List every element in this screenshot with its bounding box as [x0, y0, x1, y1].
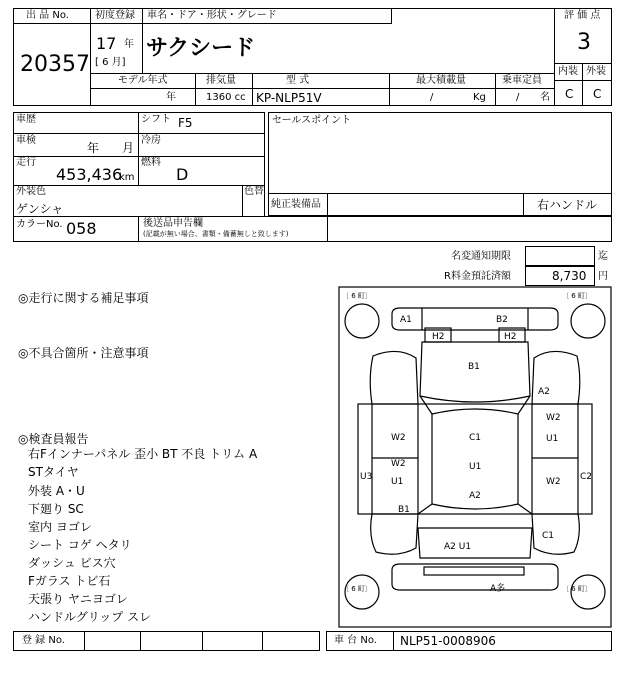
inspector-line: 外装 A・U: [28, 484, 85, 498]
car-name: サクシード: [146, 36, 256, 61]
damage-label: A2 U1: [444, 542, 472, 552]
score: 3: [577, 30, 591, 55]
damage-label: A1: [400, 315, 412, 325]
car-damage-diagram: [338, 286, 612, 628]
inspector-line: 室内 ヨゴレ: [28, 520, 92, 534]
tire-front-right: [571, 304, 605, 338]
inspector-line: シート コゲ ヘタリ: [28, 538, 132, 552]
chassis-number: NLP51-0008906: [400, 634, 496, 648]
recycle-amount: 8,730: [552, 269, 587, 283]
tire-label-front-right: 〔 6 町〕: [562, 292, 592, 300]
inspector-line: Fガラス トビ石: [28, 574, 111, 588]
damage-label: B1: [398, 505, 410, 515]
damage-label: H2: [504, 332, 517, 342]
damage-label: U1: [546, 434, 559, 444]
registration-number-label: 登 録 No.: [22, 635, 65, 646]
max-load-unit: Kg: [473, 92, 486, 103]
lot-number: 20357: [20, 52, 90, 77]
max-load: /: [430, 92, 434, 103]
model-year-label: モデル年式: [118, 75, 168, 86]
capacity-label: 乗車定員: [502, 75, 542, 86]
lot-number-label: 出 品 No.: [26, 10, 69, 21]
tire-label-front-left: 〔 6 町〕: [342, 292, 372, 300]
damage-label: W2: [391, 459, 406, 469]
capacity: /: [516, 92, 520, 103]
interior-grade: C: [565, 87, 574, 101]
defects-label: ◎不具合箇所・注意事項: [18, 346, 149, 360]
name-change-label: 名変通知期限: [451, 251, 511, 262]
tire-label-rear-left: 〔 6 町〕: [342, 585, 372, 593]
name-change-unit: 迄: [598, 251, 608, 262]
fuel: D: [176, 165, 189, 184]
genuine-equipment-label: 純正装備品: [271, 199, 321, 210]
damage-label: A2: [469, 491, 481, 501]
registration-number-divider: [202, 631, 203, 651]
first-registration-label: 初度登録: [95, 10, 135, 21]
color-no-label: カラーNo.: [16, 219, 63, 230]
mileage-label: 走行: [16, 157, 36, 168]
damage-label: C2: [580, 472, 593, 482]
tire-front-left: [345, 304, 379, 338]
first-registration-year: 17: [96, 34, 117, 53]
driving-notes-label: ◎走行に関する補足事項: [18, 291, 149, 305]
model-code: KP-NLP51V: [256, 91, 322, 105]
ac-label: 冷房: [141, 135, 161, 146]
interior-grade-label: 内装: [558, 66, 578, 77]
damage-label: C1: [542, 531, 555, 541]
spec-divider: [252, 73, 253, 106]
spec-divider: [389, 73, 390, 106]
type-label: 型 式: [286, 75, 310, 86]
car-name-label: 車名・ドア・形状・グレード: [147, 10, 277, 21]
color-no: 058: [66, 219, 97, 238]
tire-label-rear-right: 〔 6 町〕: [562, 585, 592, 593]
damage-label: U1: [469, 462, 482, 472]
registration-number-divider: [262, 631, 263, 651]
mileage: 453,436: [56, 165, 123, 184]
delivery-label: 後送品申告欄: [143, 218, 203, 229]
fuel-label: 燃料: [141, 157, 161, 168]
inspector-line: STタイヤ: [28, 465, 79, 479]
mileage-unit: km: [119, 172, 135, 183]
inspection-month: 月: [122, 141, 135, 155]
year-unit: 年: [124, 39, 134, 50]
exterior-grade: C: [593, 87, 602, 101]
name-change-field: [525, 246, 595, 266]
model-year-unit: 年: [166, 92, 176, 103]
capacity-unit: 名: [540, 92, 550, 103]
delivery-note: (記載が無い場合、書類・備蓄無しと致します): [143, 230, 289, 238]
damage-label: C1: [469, 433, 482, 443]
damage-label: B1: [468, 362, 480, 372]
score-label: 評 価 点: [564, 10, 601, 21]
inspection-year: 年: [87, 141, 100, 155]
damage-label: H2: [432, 332, 445, 342]
inspector-line: ダッシュ ビス穴: [28, 556, 116, 570]
inspector-line: 天張り ヤニヨゴレ: [28, 592, 128, 606]
shift-label: シフト: [141, 114, 171, 125]
exterior-grade-label: 外装: [586, 66, 606, 77]
inspector-line: 下廻り SC: [28, 502, 84, 516]
spec-divider: [495, 73, 496, 106]
spec-divider: [195, 73, 196, 106]
inspection-label: 車検: [16, 135, 36, 146]
registration-number-divider: [140, 631, 141, 651]
repaint-label: 色替: [244, 186, 264, 197]
recycle-label: R料金預託済額: [444, 271, 511, 282]
exterior-color-label: 外装色: [16, 186, 46, 197]
damage-label: W2: [546, 477, 561, 487]
exterior-color: ゲンシャ: [16, 202, 64, 216]
damage-label: W2: [391, 433, 406, 443]
history-label: 車歴: [16, 114, 36, 125]
chassis-number-label: 車 台 No.: [334, 635, 377, 646]
sales-point-label: セールスポイント: [272, 115, 352, 126]
damage-label: U1: [391, 477, 404, 487]
damage-label: A2: [538, 387, 550, 397]
recycle-unit: 円: [598, 271, 608, 282]
inspector-line: 右Fインナーパネル 歪小 BT 不良 トリム A: [28, 447, 258, 461]
steering: 右ハンドル: [537, 198, 598, 212]
damage-label: W2: [546, 413, 561, 423]
damage-label: B2: [496, 315, 508, 325]
displacement-label: 排気量: [206, 75, 236, 86]
displacement: 1360 cc: [206, 92, 246, 103]
damage-label: U3: [360, 472, 373, 482]
max-load-label: 最大積載量: [416, 75, 466, 86]
shift-value: F5: [178, 116, 193, 130]
first-registration-month: [ 6 月]: [95, 57, 126, 68]
inspector-report-label: ◎検査員報告: [18, 432, 89, 446]
inspector-line: ハンドルグリップ スレ: [28, 610, 152, 624]
damage-label: A多: [490, 584, 506, 594]
